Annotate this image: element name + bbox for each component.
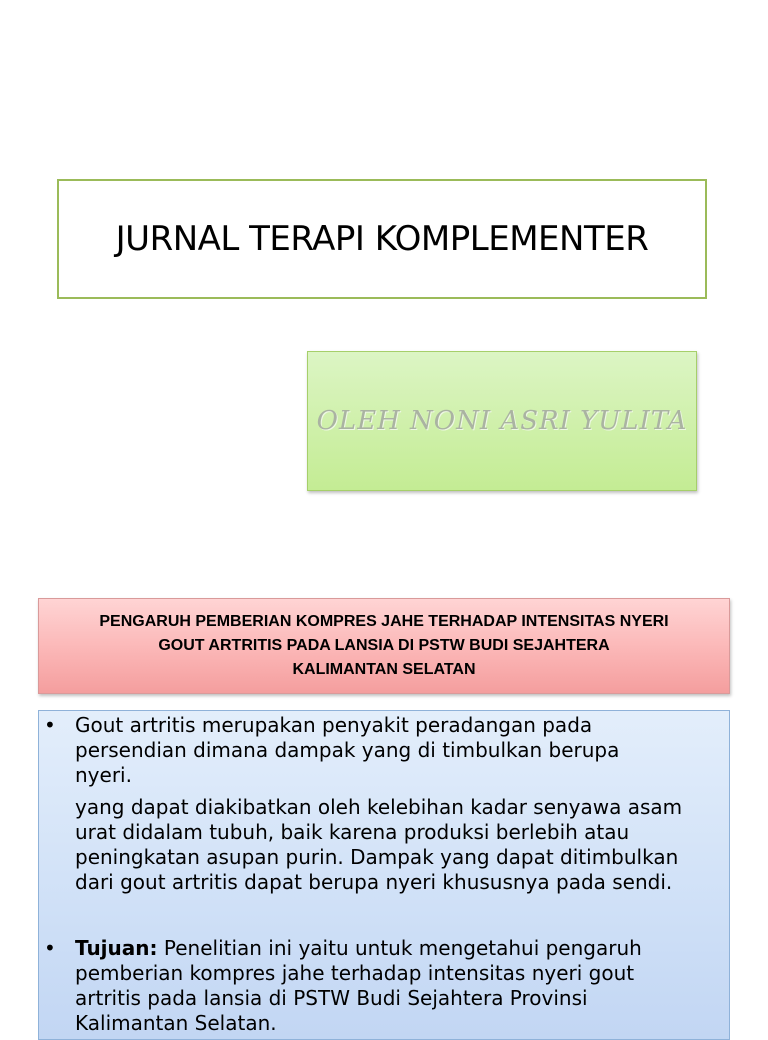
text-line: persendian dimana dampak yang di timbulkan berupa [75,738,620,762]
author-box [307,351,697,491]
text-line: Kalimantan Selatan. [75,1011,277,1035]
title-box [57,179,707,299]
text-line: yang dapat diakibatkan oleh kelebihan kadar senyawa asam [75,795,683,819]
bullet-text [75,936,725,1036]
text-line: artritis pada lansia di PSTW Budi Sejahtera Provinsi [75,986,588,1010]
continuation-text [75,795,725,895]
text-line [75,936,725,961]
text-line: dari gout artritis dapat berupa nyeri khususnya pada sendi. [75,870,673,894]
tujuan-label: Tujuan: [75,936,158,960]
bullet-text [75,713,725,788]
journal-heading-line: GOUT ARTRITIS PADA LANSIA DI PSTW BUDI SEJAHTERA [158,637,610,654]
journal-heading-box [38,598,730,694]
tujuan-text: Penelitian ini yaitu untuk mengetahui pengaruh [157,936,642,960]
text-line: urat didalam tubuh, baik karena produksi berlebih atau [75,820,630,844]
journal-heading-line: PENGARUH PEMBERIAN KOMPRES JAHE TERHADAP INTENSITAS NYERI [99,613,669,630]
text-line: peningkatan asupan purin. Dampak yang dapat ditimbulkan [75,845,679,869]
text-line: pemberian kompres jahe terhadap intensitas nyeri gout [75,961,635,985]
text-line: nyeri. [75,763,132,787]
content-box [38,710,730,1040]
text-line: Gout artritis merupakan penyakit peradangan pada [75,713,593,737]
slide-title-text: JURNAL TERAPI KOMPLEMENTER [115,219,649,259]
journal-heading-line: KALIMANTAN SELATAN [292,661,476,678]
bullet-marker: • [44,713,56,737]
author-text: OLEH NONI ASRI YULITA [316,406,688,436]
bullet-marker: • [44,936,56,960]
